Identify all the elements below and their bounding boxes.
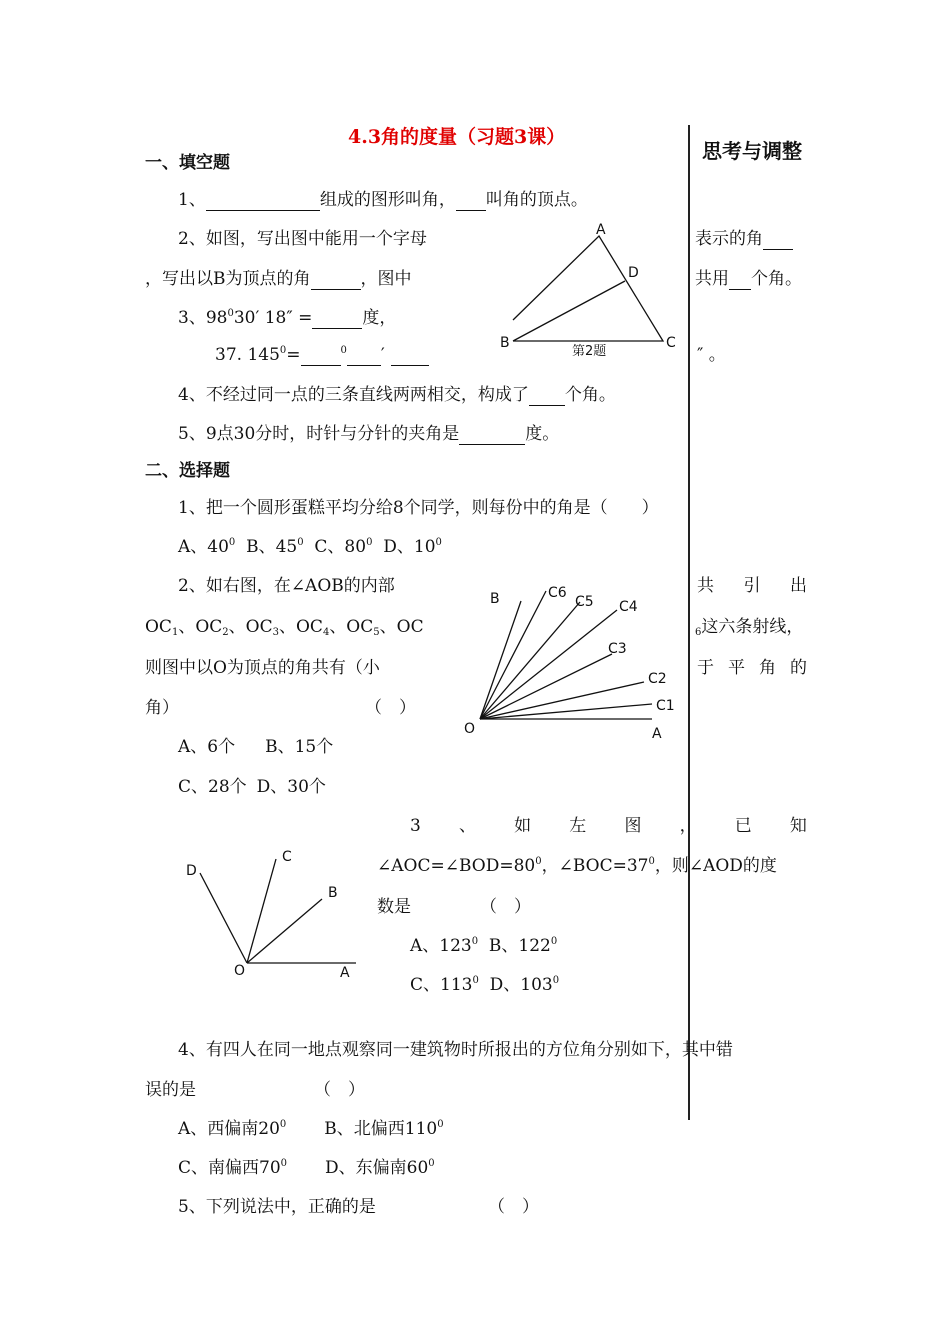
ray-oc2 [480, 682, 644, 719]
ray-oc [247, 859, 276, 963]
blank[interactable] [529, 388, 565, 406]
angle-figure [180, 845, 365, 985]
blank[interactable] [347, 348, 381, 366]
rays-figure [462, 578, 687, 748]
c2-option-c[interactable]: C、28个 [178, 777, 247, 797]
ray-oc6 [480, 591, 546, 719]
figure-caption: 第2题 [572, 344, 607, 359]
point-label-d: D [628, 265, 639, 281]
point-label-c2: C2 [648, 671, 667, 687]
c2-option-b[interactable]: B、15个 [265, 737, 334, 757]
point-label-a: A [340, 965, 350, 981]
c2-options-row1 [178, 736, 333, 758]
c3-answer-paren[interactable]: （ ） [480, 897, 531, 917]
blank[interactable] [206, 193, 320, 211]
point-label-a: A [596, 222, 606, 238]
c4-answer-paren[interactable]: （ ） [314, 1080, 365, 1100]
point-label-a: A [652, 726, 662, 742]
q5: 5、9点30分时，时针与分针的夹角是 度。 [178, 424, 560, 444]
c1-option-a[interactable]: A、$40^0$ [178, 537, 236, 557]
c3-line3: 数是 [377, 897, 411, 917]
c3-option-c[interactable]: C、$113^0$ [410, 975, 479, 995]
point-label-d: D [186, 863, 197, 879]
q4: 4、不经过同一点的三条直线两两相交，构成了 个角。 [178, 385, 616, 405]
q2-line1: 2、如图，写出图中能用一个字母 [178, 229, 427, 249]
section-fill-blank: 一、填空题 [145, 153, 230, 173]
c2-option-d[interactable]: D、30个 [256, 777, 326, 797]
point-label-o: O [464, 721, 476, 737]
point-label-c: C [666, 335, 676, 351]
blank[interactable] [301, 348, 341, 366]
c2-line2-side: $_6$这六条射线， [695, 617, 804, 638]
c2-option-a[interactable]: A、6个 [178, 737, 236, 757]
c5-stem: 5、下列说法中，正确的是 [178, 1197, 376, 1217]
ray-ob [247, 899, 322, 963]
point-label-b: B [490, 591, 500, 607]
q1: 1、 组成的图形叫角， 叫角的顶点。 [178, 190, 588, 210]
blank[interactable] [456, 193, 486, 211]
c2-line1: 2、如右图，在∠AOB的内部 [178, 576, 395, 596]
c4-options-row2 [178, 1157, 435, 1179]
c2-line4: 角） [145, 698, 179, 718]
c2-line3: 则图中以O为顶点的角共有（小 [145, 658, 380, 678]
c4-option-b[interactable]: B、北偏西$110^0$ [324, 1119, 444, 1139]
q2-line2: ，写出以B为顶点的角 ，图中 [145, 269, 412, 289]
c4-line1: 4、有四人在同一地点观察同一建筑物时所报出的方位角分别如下，其中错 [178, 1040, 733, 1060]
point-label-c: C [282, 849, 292, 865]
c4-option-a[interactable]: A、西偏南$20^0$ [178, 1119, 287, 1139]
blank[interactable] [391, 348, 429, 366]
triangle-outline [513, 236, 663, 341]
c4-line2: 误的是 [145, 1080, 196, 1100]
ray-oc5 [480, 602, 580, 719]
blank[interactable] [763, 232, 793, 250]
q3-line1: 3、$98^030'$ 18″ = 度， [178, 308, 397, 328]
c4-options-row1 [178, 1118, 444, 1140]
point-label-c4: C4 [619, 599, 638, 615]
c3-line1: 3 、 如 左 图 ， 已 知 [410, 816, 807, 836]
point-label-c1: C1 [656, 698, 675, 714]
section-choice: 二、选择题 [145, 461, 230, 481]
ray-oc4 [480, 610, 617, 719]
point-label-c3: C3 [608, 641, 627, 657]
c4-option-c[interactable]: C、南偏西$70^0$ [178, 1158, 288, 1178]
point-label-c6: C6 [548, 585, 567, 601]
c4-option-d[interactable]: D、东偏南$60^0$ [325, 1158, 435, 1178]
q2-side1: 表示的角 [695, 228, 793, 250]
c3-option-b[interactable]: B、$122^0$ [488, 936, 558, 956]
c2-answer-paren[interactable]: （ ） [365, 698, 416, 718]
q3-line2: 37. $145^0= ^0$ ′ [215, 344, 429, 366]
blank[interactable] [729, 272, 751, 290]
c3-options-row2 [410, 974, 559, 996]
side-column-title: 思考与调整 [702, 139, 802, 163]
c1-option-c[interactable]: C、$80^0$ [314, 537, 373, 557]
point-label-c5: C5 [575, 594, 594, 610]
point-label-b: B [328, 885, 338, 901]
c3-options-row1 [410, 935, 557, 957]
ray-od [200, 873, 247, 963]
c3-option-a[interactable]: A、$123^0$ [410, 936, 479, 956]
c3-option-d[interactable]: D、$103^0$ [489, 975, 560, 995]
blank[interactable] [311, 272, 361, 290]
c2-options-row2 [178, 776, 326, 798]
point-label-o: O [234, 963, 246, 979]
q3-side: ″ 。 [697, 345, 726, 365]
page-title: 4.3角的度量（习题3课） [348, 126, 566, 148]
c3-line2: $\angle AOC=\angle BOD=80^0$，$\angle BOC=37^0$，则∠AOD的度 [377, 856, 777, 876]
c1-options [178, 536, 442, 558]
triangle-figure [495, 218, 690, 363]
c2-line2: $OC_1$、$OC_2$、$OC_3$、$OC_4$、$OC_5$、OC [145, 617, 424, 638]
point-label-b: B [500, 335, 510, 351]
q2-side2: 共用 个角。 [695, 269, 802, 289]
c2-line1-side: 共 引 出 [697, 576, 807, 596]
blank[interactable] [459, 427, 525, 445]
c1-option-d[interactable]: D、$10^0$ [383, 537, 442, 557]
c5-answer-paren[interactable]: （ ） [488, 1197, 539, 1217]
segment-bd [513, 281, 625, 341]
c1-option-b[interactable]: B、$45^0$ [246, 537, 304, 557]
c1-stem: 1、把一个圆形蛋糕平均分给8个同学，则每份中的角是（ ） [178, 498, 659, 518]
c2-line3-side: 于 平 角 的 [697, 658, 807, 678]
blank[interactable] [312, 311, 362, 329]
